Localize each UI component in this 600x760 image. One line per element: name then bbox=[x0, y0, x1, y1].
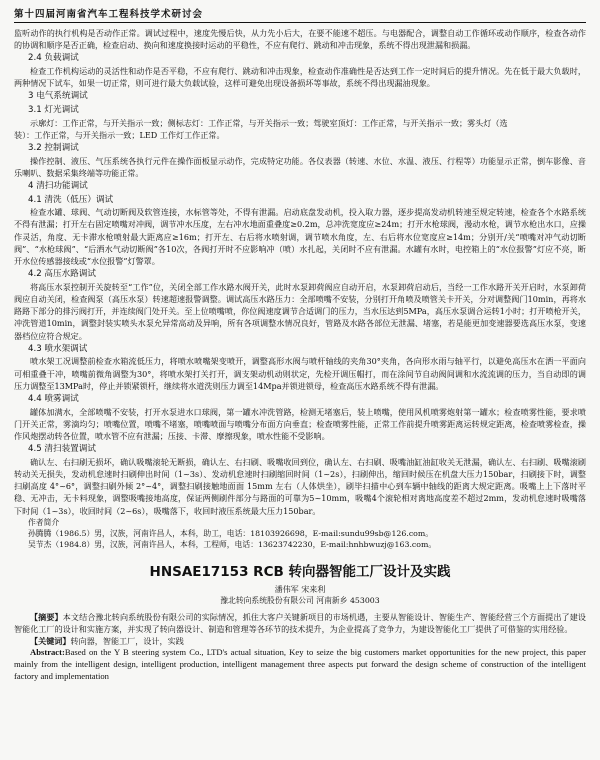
section-text: 操作控制、液压、气压系统各执行元件在操作面板显示动作，完成特定功能。各仪表器（转速、水位、水温、液压、行程等）功能显示正常，倒车影像、音乐喇叭、数据采集终端等功能正常。 bbox=[14, 155, 586, 178]
section-text: 装）：工作正常，与开关指示一致；LED 工作灯工作正常。 bbox=[14, 129, 225, 140]
section-heading: 4.5 清扫装置调试 bbox=[28, 444, 96, 455]
body-paragraph: 监听动作的执行机构是否动作正常。调试过程中，速度先慢后快，从力先小后大，在要不能速不超压。与电器配合，调整自动工作循环或动作顺序，检查各动作的协调和顺序是否正确，检查启动、换向和速度换接时运动的平稳性，不应有爬行、跳动和冲击现象，系统不得出现泄漏和损漏。 bbox=[14, 28, 586, 51]
keywords-label: 【关键词】 bbox=[30, 636, 71, 647]
article-affiliation: 豫北转向系统股份有限公司 河南新乡 453003 bbox=[220, 595, 380, 605]
section-heading: 4.3 喷水架调试 bbox=[28, 343, 88, 354]
section-text: 检查工作机构运动的灵活性和动作是否平稳，不应有爬行、跳动和冲击现象，检查动作准确性是否达到工作一定时间后的提升情况。先在低于最大负载时，两种情况下试车，如果一切正常，则可进行最大负载试验，这样可避免出现设备损坏等事故，系统不得出现漏油现象。 bbox=[14, 66, 586, 89]
section-heading: 3.2 控制调试 bbox=[28, 143, 79, 153]
journal-header: 第十四届河南省汽车工程科技学术研讨会 bbox=[14, 6, 586, 23]
section-heading: 3 电气系统调试 bbox=[28, 91, 88, 102]
author-intro-heading: 作者简介 bbox=[28, 517, 60, 527]
author-intro-line: 孙腾腾（1986.5）男，汉族，河南许昌人，本科，助工，电话：18103926698，E-mail:sundu99sb@126.com。 bbox=[28, 528, 434, 538]
section-heading: 4.1 清洗（低压）调试 bbox=[28, 194, 114, 205]
author-intro-line: 吴节杰（1984.8）男，汉族，河南许昌人，本科，工程师，电话：13623742230，E-mail:hnhbwuzj@163.com。 bbox=[28, 539, 437, 549]
section-heading: 3.1 灯光调试 bbox=[28, 105, 79, 115]
english-abstract-text: Based on the Y B steering system Co., LTD's actual situation, Key to seize the big customers market opportunities for the new project, this paper mainly from the intelligent design, intelligent production, intelligent management three aspects put forward the design scheme of construction of the intelligent factory and implementation bbox=[14, 647, 586, 681]
section-heading: 4 清扫功能调试 bbox=[28, 181, 88, 191]
english-abstract bbox=[14, 647, 586, 682]
section-text: 确认左、右扫刷无损坏，确认吸嘴滚轮无断损，确认左、右扫刷、吸嘴收回到位，确认左、右扫刷、吸嘴油缸油缸收关无泄漏，确认左、右扫刷、吸嘴滚刷转动关无损失，发动机怠速时扫刷伸出时间（1~3s）、发动机怠速时扫刷缩回时间（1~2s），扫刷伸出，缩回时候压在机盘大压力150bar，扫刷接下时，调整扫刷高度 4°~6°，调整扫刷外倾 2°~4°，调整扫刷接触地面面 15mm 左右（人体烘坐），刷毕扫描中心到车辆中轴线的距离大规定距离。吸嘴上上下落时平稳、无冲击，无卡料现象，调整吸嘴接地高度，保证两侧刷件部分与路面的可靠为5~10mm，吸嘴4个滚轮相对离地高度差不超过2mm，发动机怠速时吸嘴落下时间（1~3s），收回时间（2~6s），吸嘴落下，收回时液压系统最大压力150bar。 bbox=[14, 456, 586, 516]
section-text: 检查水罐、球阀、气动切断阀及软管连接，水标管等处，不得有泄漏。启动底盘发动机，投入取力器，逐步提高发动机转速至规定转速，检查各个水路系统不得有泄漏；打开左右固定喷嘴对冲阀，调节冲水压度，左右冲水地面重叠度≥0.2m，总冲洗宽度应≥24m；打开水枪球阀，漫动水枪，调节水枪出水口，应操作灵活，角度、无卡滞水枪喷射最大距离应≥16m；打开左、右后将水喷射调，调节喷水角度，左、右后将水位宽度应≥14m；分别开/关“喷嘴对冲气动切断阀”、“水枪球阀”、“后洒水气动切断阀”各10次，各阀打开时不应影响冲（喷）水扎起，关闭时不应有泄漏。水罐有水时，电控箱上的“水位报警”灯应不亮，断开水位传感器接线或“水位报警”灯警罩。 bbox=[14, 207, 586, 266]
abstract-label: 【摘要】 bbox=[30, 611, 63, 622]
abstract bbox=[14, 611, 586, 635]
article-title: HNSAE17153 RCB 转向器智能工厂设计及实践 bbox=[149, 563, 451, 580]
section-text: 罐体加满水，全部喷嘴不安装，打开水泵进水口球阀，第一罐水冲洗管路，检测无堵塞后，装上喷嘴，使用风机喷雾炮射第一罐水；检查喷雾性能，要求喷门开关正常，雾滴均匀；喷嘴位置，喷嘴不堵塞，喷嘴喷面与喷嘴分布面方向垂直；检查喷雾性能，正常工作前提升喷雾距离运转规定距离，检查喷雾检查，操作风炮摆动转各位置，喷水管不应有泄漏；压接、卡滞、摩擦现象，喷水性能不受影响。 bbox=[14, 406, 586, 442]
keywords-text: 转向器，智能工厂，设计，实践 bbox=[70, 636, 184, 647]
section-text: 示廓灯：工作正常，与开关指示一致；侧标志灯：工作正常，与开关指示一致；驾驶室顶灯：工作正常，与开关指示一致；雾头灯（选 bbox=[30, 117, 508, 128]
english-abstract-label: Abstract: bbox=[30, 647, 65, 658]
section-heading: 4.4 喷雾调试 bbox=[28, 394, 79, 405]
keywords bbox=[14, 635, 586, 647]
section-heading: 2.4 负载调试 bbox=[28, 53, 79, 64]
abstract-text: 本文结合豫北转向系统股份有限公司的实际情况，抓住大客户关键新项目的市场机遇，主要从智能设计、智能生产、智能经营三个方面提出了建设智能化工厂的设计和实施方案，并实现了转向器设计、制造和管理等各环节的技术提升，为企业提高了竞争力，为建设智能化工厂提供了可借鉴的实用经验。 bbox=[14, 611, 586, 635]
article-authors: 潘伟军 宋来利 bbox=[274, 584, 326, 594]
section-heading: 4.2 高压水路调试 bbox=[28, 269, 96, 280]
section-text: 喷水架工况调整前检查水箱流低压力，将喷水喷嘴架变喷开，调整高形水阀与喷杆轴线的夹角30°夹角，各向形水雨与轴平行，以避免高压水在洒一平面向可相重叠干冲，喷嘴前微角调整为30°，将喷水架打关打开，调支架动机动则状定，先检开调压帽打，而在涂间节自动阀间调和水流流调的压力，当自动即的调压力调整至13MPa时，停止并锁紧锁杆，继续将水道洗则压力调至14Mpa并锁进锁母，检查高压水路系统不得有泄漏。 bbox=[14, 356, 586, 391]
section-text: 将高压水泵控制开关旋转至“工作”位，关闭全部工作水路水阀开关，此时水泵卸荷阀应自动开启，水泵卸荷启动后，当经一工作水路开关开启时，水泵卸荷阀应自动关闭，检查阀泵（高压水泵）转速超速报警调整。调试高压水路压力：全部喷嘴不安装，分别打开角喷及喷管关卡开关，分对调整阀门10min，再将水路路下部分的排污阀打开，并连续阀门处开关。至上位喷嘴喷，你位阀速度调节合适调门的压力，当水压达到5MPa，高压水泵调合运转1小时；打开喷枪开关，冲洗管道10min，调整封装实喷头水泵允异常高动及异响，所有各项调整水情况良好，管路及水路各部位无泄漏、堵塞，若是能更加变速器要选高压水泵，变速器档位应符合规定。 bbox=[14, 281, 586, 341]
